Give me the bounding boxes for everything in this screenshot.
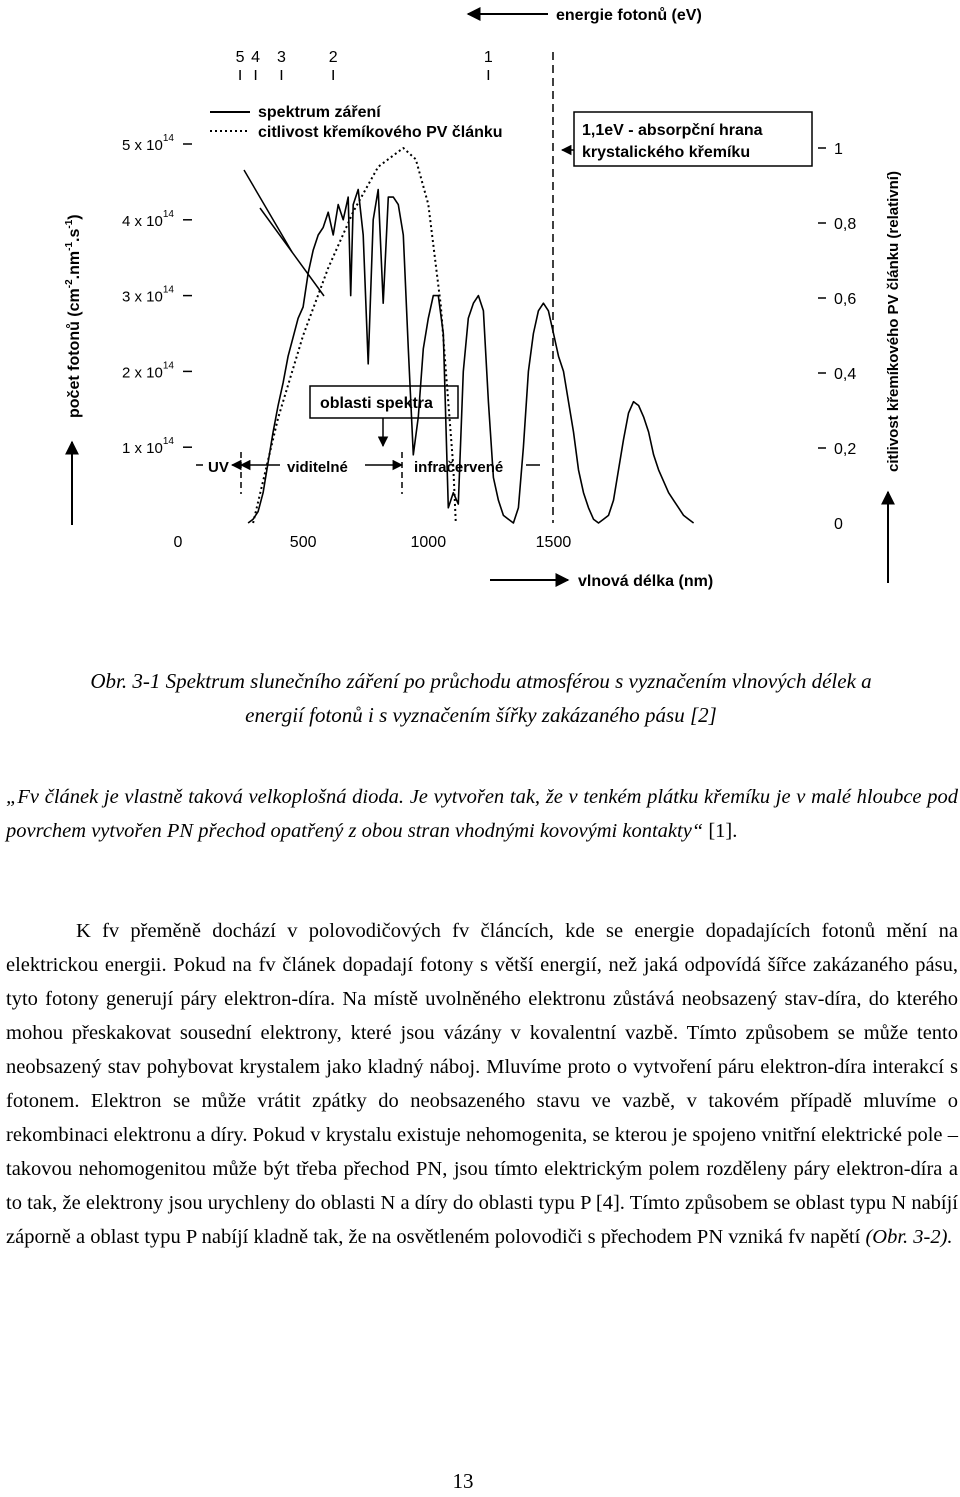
body-figure-reference: (Obr. 3-2). — [860, 1226, 953, 1248]
spectrum-chart — [0, 0, 960, 620]
x-axis-ticks — [174, 534, 572, 551]
x-tick-label: 0 — [173, 534, 183, 551]
top-tick-label: 3 — [277, 49, 286, 66]
caption-line-1: Spektrum slunečního záření po průchodu atmosférou s vyznačením vlnových délek a — [160, 669, 872, 693]
region-markers — [196, 452, 540, 494]
y-right-tick-label: 0 — [834, 516, 843, 533]
top-tick-label: 5 — [235, 49, 245, 66]
left-axis-label: počet fotonů $(cm^{-2}.nm^{-1}.s^{-1})$ — [64, 214, 83, 418]
figure-caption — [6, 664, 956, 732]
caption-line-2: energií fotonů i s vyznačením šířky zakázaného pásu [2] — [245, 703, 717, 727]
quote-reference: [1]. — [703, 820, 738, 842]
x-tick-label: 1500 — [535, 534, 572, 551]
band-edge-text-2: krystalického křemíku — [582, 144, 751, 161]
y-axis-right-ticks — [818, 141, 856, 533]
regions-box-label: oblasti spektra — [320, 395, 433, 412]
y-left-tick-label: 2 x $10^{14}$ — [122, 360, 174, 382]
top-tick-label: 4 — [251, 49, 261, 66]
sensitivity-pointer-line — [260, 208, 324, 296]
y-left-tick-label: 1 x $10^{14}$ — [122, 436, 174, 458]
legend — [210, 104, 503, 141]
band-edge-annotation — [574, 112, 812, 166]
paragraph-quote — [6, 780, 958, 848]
paragraph-body — [6, 914, 958, 1254]
regions-annotation — [310, 386, 458, 446]
top-axis-ticks — [236, 49, 493, 80]
band-edge-text-1: 1,1eV - absorpční hrana — [582, 122, 763, 139]
region-label-infrared: infračervené — [414, 459, 504, 476]
y-right-tick-label: 0,6 — [834, 291, 857, 308]
region-label-visible: viditelné — [287, 459, 348, 476]
body-text: K fv přeměně dochází v polovodičových fv článcích, kde se energie dopadajících fotonů mění na elektrickou energii. Pokud na fv článek dopadají fotony s větší energií, než jaká odpovídá šířce zakázaného pásu, tyto fotony generují páry elektron-díra. Na místě uvolněného elektronu zůstává neobsazený stav-díra, do kterého mohou přeskakovat sousední elektrony, které jsou vázány v kovalentní vazbě. Tímto způsobem se může tento neobsazený stav pohybovat krystalem jako kladný náboj. Mluvíme proto o vytvoření páru elektron-díra interakcí s fotonem. Elektron se může vrátit zpátky do neobsazeného stavu ve vazbě, v takovém případě mluvíme o rekombinaci elektronu a díry. Pokud v krystalu existuje nehomogenita, se kterou je spojeno vnitřní elektrické pole – takovou nehomogenitou může být třeba přechod PN, jsou tímto elektrickým polem rozděleny páry elektron-díra a to tak, že elektrony jsou urychleny do oblasti N a díry do oblasti typu P [4]. Tímto způsobem se oblast typu N nabíjí záporně a oblast typu P nabíjí kladně tak, že na osvětleném polovodiči s přechodem PN vzniká fv napětí — [6, 920, 958, 1248]
top-tick-label: 2 — [328, 49, 338, 66]
spectrum-pointer-line — [244, 170, 292, 252]
y-right-tick-label: 1 — [834, 141, 843, 158]
y-left-tick-label: 4 x $10^{14}$ — [122, 208, 174, 230]
y-right-tick-label: 0,8 — [834, 216, 857, 233]
caption-prefix: Obr. 3-1 — [90, 669, 161, 693]
page-number: 13 — [452, 1469, 474, 1493]
region-label-uv: UV — [208, 459, 229, 476]
y-left-tick-label: 5 x $10^{14}$ — [122, 133, 174, 154]
spectrum-figure — [0, 0, 960, 620]
x-tick-label: 500 — [289, 534, 317, 551]
y-right-tick-label: 0,4 — [834, 366, 857, 383]
top-axis-label: energie fotonů (eV) — [556, 7, 702, 24]
legend-label-spectrum: spektrum záření — [258, 104, 381, 121]
bottom-axis-label: vlnová délka (nm) — [578, 573, 714, 590]
x-tick-label: 1000 — [410, 534, 447, 551]
y-axis-left-ticks — [122, 133, 192, 457]
legend-label-sensitivity: citlivost křemíkového PV článku — [258, 124, 503, 141]
right-axis-label: citlivost křemíkového PV článku (relativní) — [885, 171, 902, 472]
quote-text: „Fv článek je vlastně taková velkoplošná dioda. Je vytvořen tak, že v tenkém plátku křemíku je v malé hloubce pod povrchem vytvořen PN přechod opatřený z obou stran vhodnými kovovými kontakty“ — [6, 786, 958, 842]
y-left-tick-label: 3 x $10^{14}$ — [122, 284, 174, 306]
top-tick-label: 1 — [483, 49, 493, 66]
y-right-tick-label: 0,2 — [834, 441, 857, 458]
